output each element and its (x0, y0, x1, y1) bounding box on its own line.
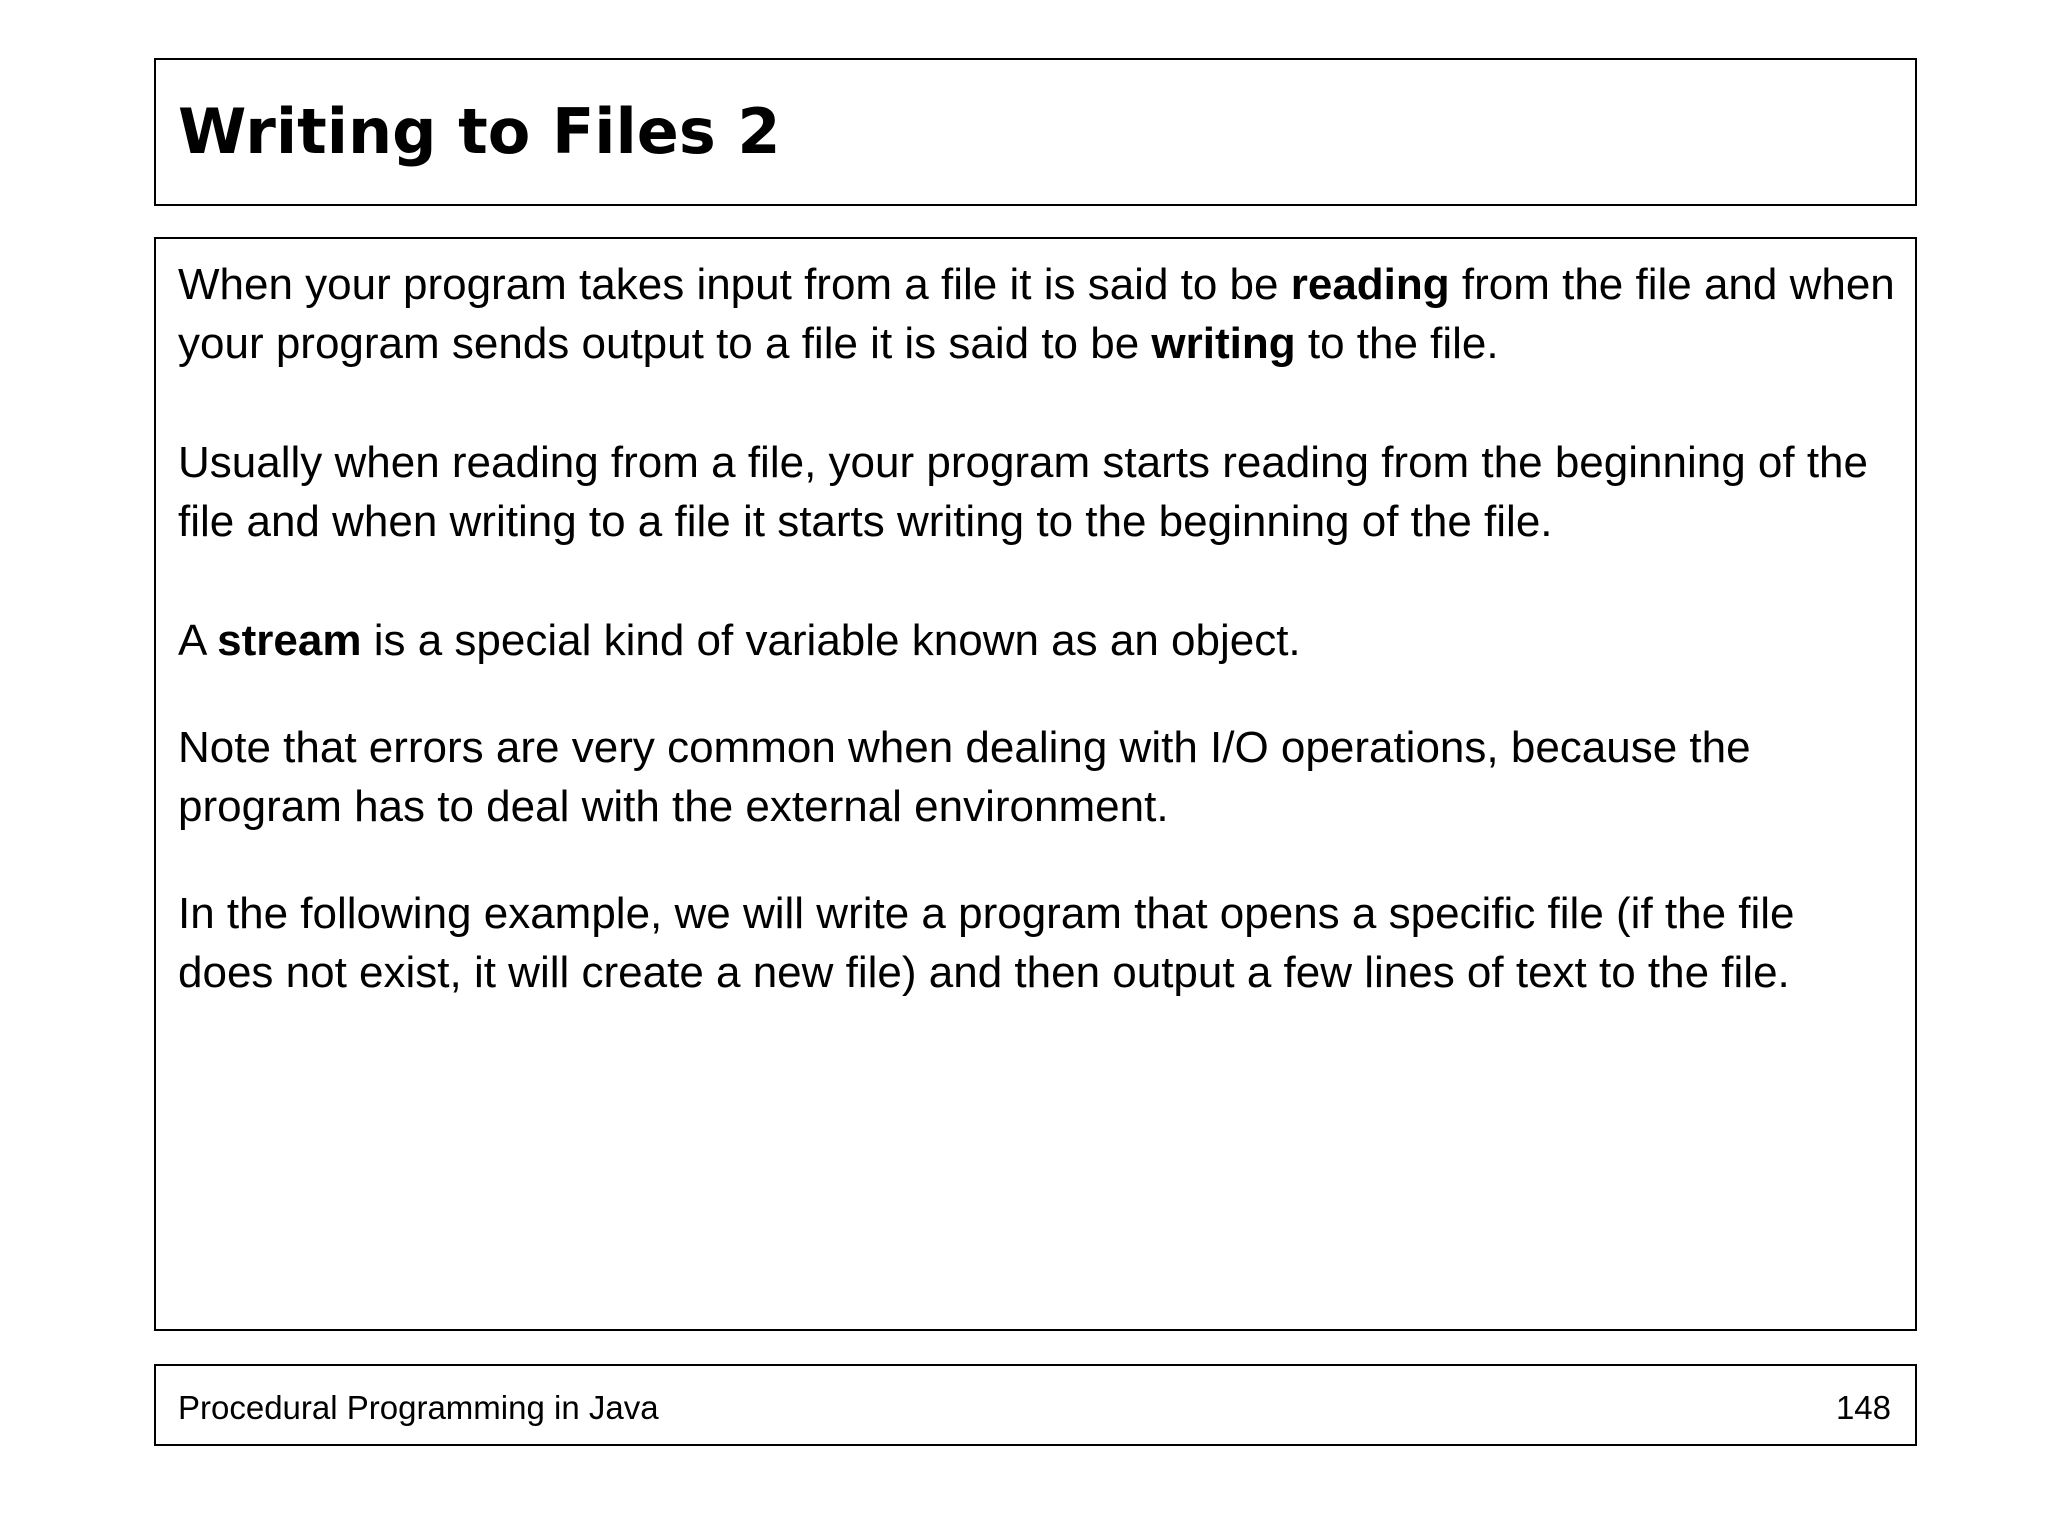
paragraph-stream (178, 611, 1895, 670)
text-segment: to the file. (1295, 319, 1499, 368)
paragraph-reading-writing (178, 255, 1895, 373)
term-reading: reading (1290, 260, 1450, 309)
paragraph-io-errors (178, 718, 1895, 836)
text-segment: Note that errors are very common when dealing with I/O operations, because the program has to deal with the external environment. (178, 723, 1751, 831)
title-box (154, 58, 1917, 206)
paragraph-file-position (178, 433, 1895, 551)
term-stream: stream (217, 616, 362, 665)
footer-page-number: 148 (1835, 1389, 1891, 1426)
text-segment: Usually when reading from a file, your program starts reading from the beginning of the file and when writing to a file it starts writing to the beginning of the file. (178, 438, 1868, 546)
content-box (154, 237, 1917, 1331)
text-segment: A (178, 616, 218, 665)
paragraph-example-intro (178, 884, 1895, 1002)
text-segment: When your program takes input from a file it is said to be (178, 260, 1291, 309)
text-segment: is a special kind of variable known as an object. (361, 616, 1301, 665)
text-segment: In the following example, we will write a program that opens a specific file (if the file does not exist, it will create a new file) and then output a few lines of text to the file. (178, 889, 1795, 997)
footer-course-title: Procedural Programming in Java (178, 1389, 659, 1426)
slide-title: Writing to Files 2 (178, 95, 781, 168)
text-segment: from the file and when your program sends output to a file it is said to be (178, 260, 1895, 368)
content-body (178, 255, 1895, 1002)
term-writing: writing (1151, 319, 1296, 368)
footer-box (154, 1364, 1917, 1446)
